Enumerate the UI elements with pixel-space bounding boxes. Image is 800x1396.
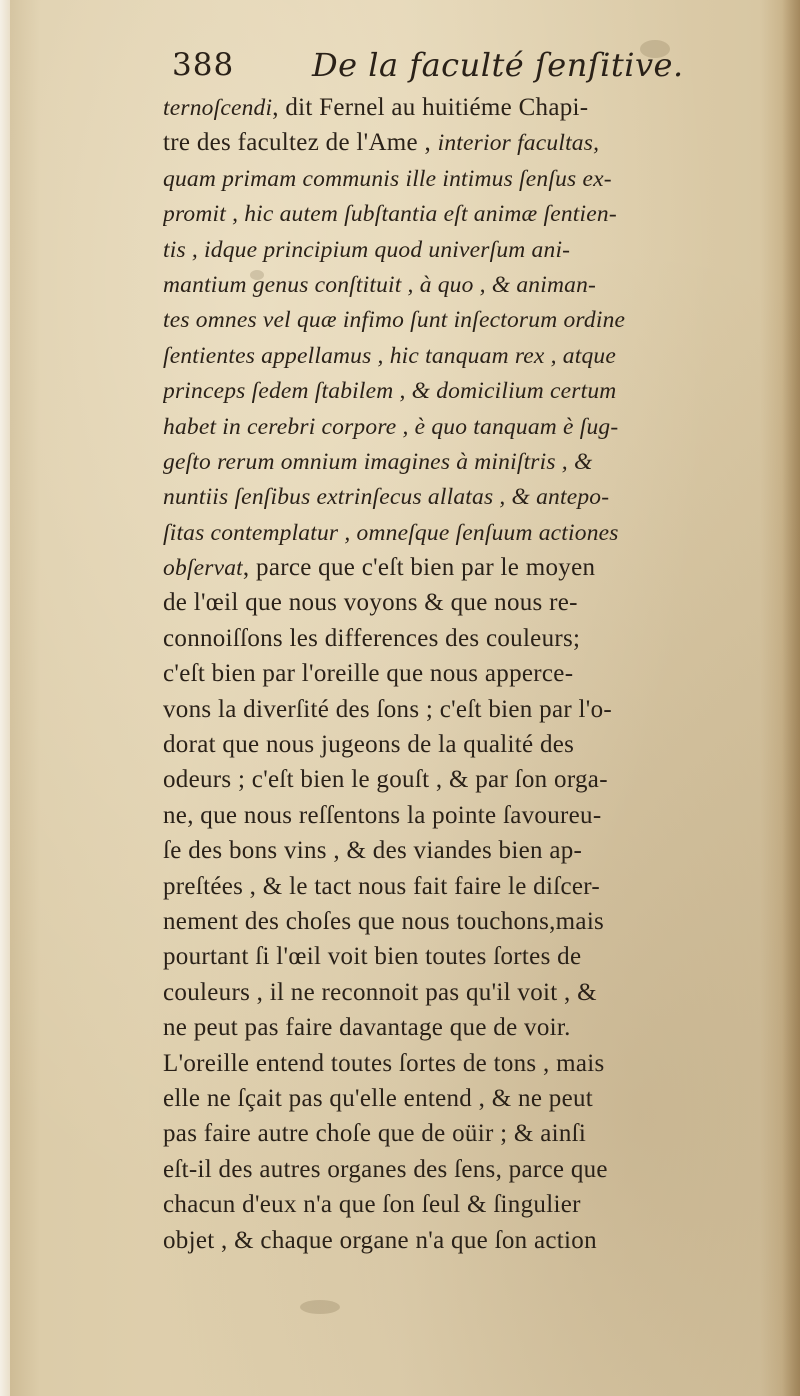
french-text-segment: elle ne ſçait pas qu'elle entend , & ne peut (163, 1084, 594, 1112)
latin-quote-segment: quam primam communis ille intimus ſenſus ex- (163, 165, 612, 192)
text-line (163, 515, 771, 550)
latin-quote-segment: ſentientes appellamus , hic tanquam rex , atque (163, 342, 616, 369)
latin-quote-segment: ternoſcendi (163, 95, 273, 121)
text-line (163, 444, 771, 479)
text-line (163, 1223, 771, 1258)
text-line (163, 975, 771, 1010)
text-line (163, 727, 771, 762)
text-line (163, 1081, 771, 1116)
text-line (163, 621, 771, 656)
french-text-segment: ſe des bons vins , & des viandes bien ap- (163, 837, 583, 865)
french-text-segment: chacun d'eux n'a que ſon ſeul & ſingulier (163, 1191, 581, 1219)
text-line (163, 762, 771, 797)
french-text-segment: odeurs ; c'eſt bien le gouſt , & par ſon orga- (163, 766, 608, 794)
text-line (163, 409, 771, 444)
french-text-segment: , dit Fernel au huitiéme Chapi- (272, 94, 589, 121)
text-line (163, 196, 771, 231)
latin-quote-segment: princeps ſedem ſtabilem , & domicilium certum (163, 378, 617, 405)
text-line (163, 161, 771, 196)
text-line (163, 798, 771, 833)
french-text-segment: L'oreille entend toutes ſortes de tons , mais (163, 1049, 605, 1077)
text-line (163, 338, 771, 373)
french-text-segment: connoiſſons les differences des couleurs; (163, 624, 581, 652)
text-line (163, 550, 771, 585)
text-line (163, 939, 771, 974)
ink-blot (300, 1300, 340, 1314)
text-line (163, 1187, 771, 1222)
text-line (163, 232, 771, 267)
text-line (163, 479, 771, 514)
text-line (163, 125, 771, 160)
french-text-segment: vons la diverſité des ſons ; c'eſt bien par l'o- (163, 695, 612, 723)
text-line (163, 1010, 771, 1045)
french-text-segment: eſt-il des autres organes des ſens, parce que (163, 1155, 608, 1183)
french-text-segment: objet , & chaque organe n'a que ſon action (163, 1226, 597, 1254)
page-left-edge (0, 0, 10, 1396)
french-text-segment: couleurs , il ne reconnoit pas qu'il voit , & (163, 978, 597, 1006)
text-line (163, 1046, 771, 1081)
page-gutter-shadow (782, 0, 800, 1396)
text-line (163, 1116, 771, 1151)
text-line (163, 833, 771, 868)
text-line (163, 1152, 771, 1187)
body-text (163, 90, 771, 1258)
latin-quote-segment: habet in cerebri corpore , è quo tanquam è ſug- (163, 413, 619, 440)
latin-quote-segment: tis , idque principium quod univerſum ani- (163, 236, 571, 263)
french-text-segment: ne, que nous reſſentons la pointe ſavoureu- (163, 801, 602, 829)
french-text-segment: pas faire autre choſe que de oüir ; & ainſi (163, 1120, 587, 1148)
text-line (163, 302, 771, 337)
text-line (163, 904, 771, 939)
text-line (163, 267, 771, 302)
latin-quote-segment: nuntiis ſenſibus extrinſecus allatas , & antepo- (163, 484, 610, 511)
running-title: De la faculté ſenſitive. (312, 46, 684, 84)
text-line (163, 90, 771, 125)
french-text-segment: ne peut pas faire davantage que de voir. (163, 1014, 571, 1042)
french-text-segment: pourtant ſi l'œil voit bien toutes ſortes de (163, 943, 582, 971)
french-text-segment: , parce que c'eſt bien par le moyen (242, 554, 596, 582)
text-line (163, 869, 771, 904)
latin-quote-segment: obſervat (163, 555, 243, 582)
latin-quote-segment: tes omnes vel quæ infimo ſunt inſectorum ordine (163, 307, 626, 334)
latin-quote-segment: geſto rerum omnium imagines à miniſtris , & (163, 448, 593, 475)
latin-quote-segment: interior facultas, (437, 130, 600, 157)
text-line (163, 585, 771, 620)
french-text-segment: de l'œil que nous voyons & que nous re- (163, 589, 578, 617)
french-text-segment: tre des facultez de l'Ame , (163, 129, 438, 157)
french-text-segment: preſtées , & le tact nous fait faire le diſcer- (163, 872, 601, 900)
latin-quote-segment: ſitas contemplatur , omneſque ſenſuum actiones (163, 519, 619, 546)
text-line (163, 373, 771, 408)
french-text-segment: nement des choſes que nous touchons,mais (163, 907, 605, 935)
french-text-segment: c'eſt bien par l'oreille que nous apperce- (163, 660, 574, 688)
french-text-segment: dorat que nous jugeons de la qualité des (163, 731, 575, 759)
text-line (163, 656, 771, 691)
latin-quote-segment: mantium genus conſtituit , à quo , & animan- (163, 271, 597, 298)
page-header (172, 42, 752, 88)
page-number: 388 (172, 47, 235, 83)
text-line (163, 692, 771, 727)
latin-quote-segment: promit , hic autem ſubſtantia eſt animæ ſentien- (163, 201, 617, 228)
